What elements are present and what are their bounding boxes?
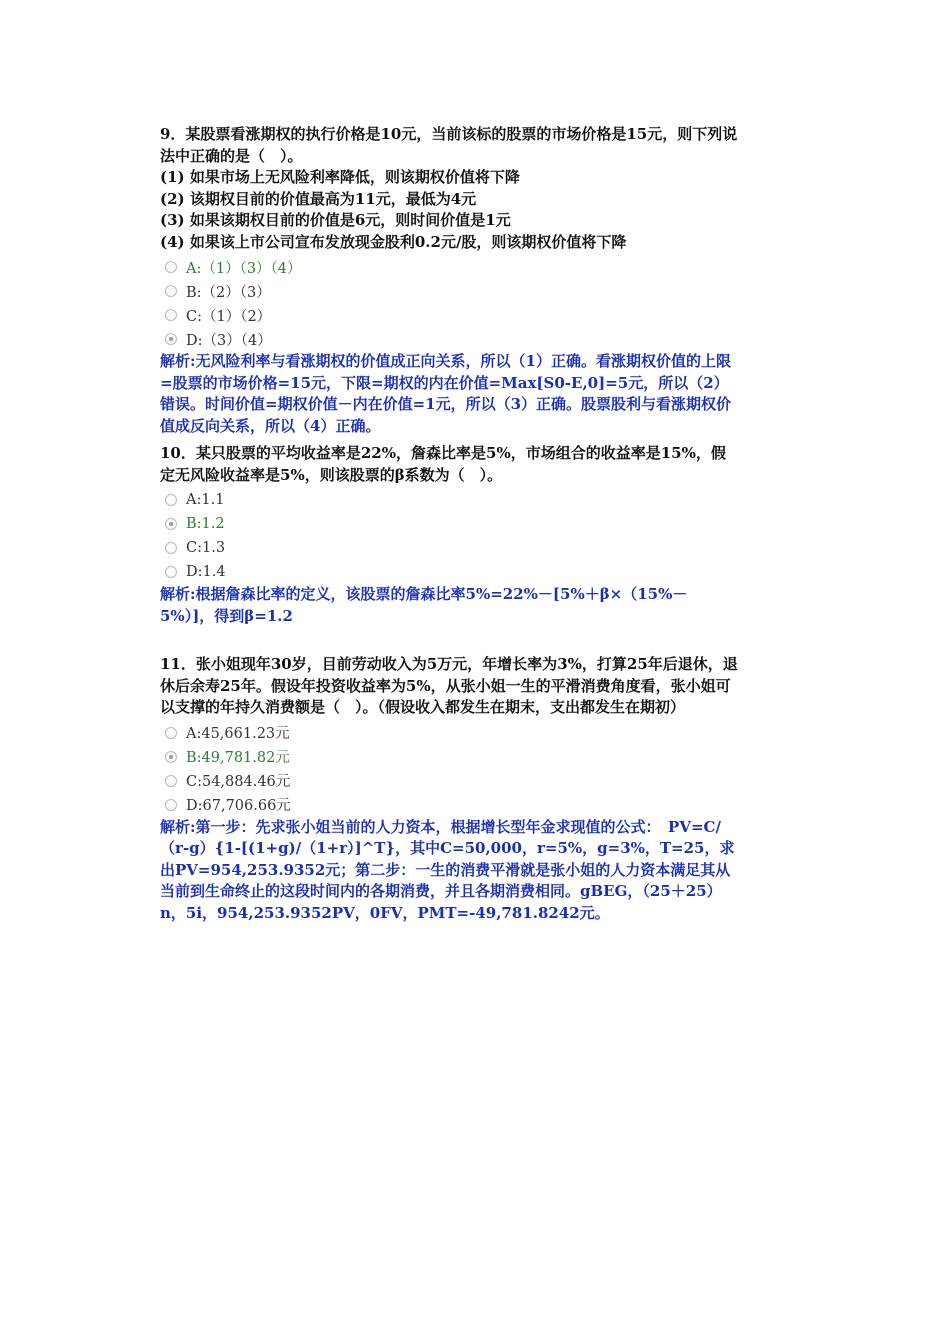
option-a[interactable] xyxy=(160,721,740,745)
option-a[interactable] xyxy=(160,255,740,279)
question-10 xyxy=(160,443,740,627)
radio-button[interactable] xyxy=(165,775,177,787)
option-list xyxy=(160,488,740,584)
radio-button[interactable] xyxy=(165,261,177,273)
option-label: C:1.3 xyxy=(186,540,226,556)
radio-button[interactable] xyxy=(165,751,177,763)
statement-3: (3) 如果该期权目前的价值是6元，则时间价值是1元 xyxy=(160,211,511,229)
question-text: 10．某只股票的平均收益率是22%，詹森比率是5%，市场组合的收益率是15%，假定无风险收益率是5%，则该股票的β系数为（ ）。 xyxy=(160,444,726,484)
question-9 xyxy=(160,124,740,437)
statement-2: (2) 该期权目前的价值最高为11元，最低为4元 xyxy=(160,189,477,208)
radio-button[interactable] xyxy=(165,333,177,345)
option-b[interactable] xyxy=(160,745,740,769)
statement-1: (1) 如果市场上无风险利率降低，则该期权价值将下降 xyxy=(160,168,520,186)
analysis-text: 解析:无风险利率与看涨期权的价值成正向关系，所以（1）正确。看涨期权价值的上限=股票的市场价格=15元，下限=期权的内在价值=Max[S0-E,0]=5元，所以（2）错误。时间价值=期权价值－内在价值=1元，所以（3）正确。股票股利与看涨期权价值成反向关系，所以（4）正确。 xyxy=(160,352,732,435)
option-d[interactable] xyxy=(160,560,740,584)
question-text: 9．某股票看涨期权的执行价格是10元，当前该标的股票的市场价格是15元，则下列说法中正确的是（ ）。 xyxy=(160,125,738,165)
option-label: C:54,884.46元 xyxy=(186,774,291,790)
radio-button[interactable] xyxy=(165,285,177,297)
radio-button[interactable] xyxy=(165,542,177,554)
option-c[interactable] xyxy=(160,536,740,560)
question-text: 11．张小姐现年30岁，目前劳动收入为5万元，年增长率为3%，打算25年后退休，退休后余寿25年。假设年投资收益率为5%，从张小姐一生的平滑消费角度看，张小姐可以支撑的年持久消费额是（ ）。（假设收入都发生在期末，支出都发生在期初） xyxy=(160,655,738,716)
option-list xyxy=(160,255,740,351)
option-label: D:（3）（4） xyxy=(186,332,272,349)
option-label: B:（2）（3） xyxy=(186,284,271,301)
option-c[interactable] xyxy=(160,303,740,327)
option-label: A:（1）（3）（4） xyxy=(186,260,302,277)
radio-button[interactable] xyxy=(165,309,177,321)
analysis-text: 解析:根据詹森比率的定义，该股票的詹森比率5%=22%－[5%＋β×（15%－5%）]，得到β=1.2 xyxy=(160,585,688,625)
option-b[interactable] xyxy=(160,279,740,303)
option-d[interactable] xyxy=(160,327,740,351)
option-label: C:（1）（2） xyxy=(186,308,272,325)
statement-4: (4) 如果该上市公司宣布发放现金股利0.2元/股，则该期权价值将下降 xyxy=(160,232,627,251)
option-label: D:67,706.66元 xyxy=(186,798,291,814)
option-label: A:45,661.23元 xyxy=(186,726,290,742)
radio-button[interactable] xyxy=(165,566,177,578)
option-label: D:1.4 xyxy=(186,564,226,580)
option-a[interactable] xyxy=(160,488,740,512)
option-b[interactable] xyxy=(160,512,740,536)
option-c[interactable] xyxy=(160,769,740,793)
option-d[interactable] xyxy=(160,793,740,817)
option-label: B:1.2 xyxy=(186,516,225,532)
question-11 xyxy=(160,654,740,924)
question-list xyxy=(160,124,740,924)
radio-button[interactable] xyxy=(165,727,177,739)
radio-button[interactable] xyxy=(165,518,177,530)
option-label: A:1.1 xyxy=(186,492,225,508)
option-label: B:49,781.82元 xyxy=(186,750,290,766)
analysis-text: 解析:第一步：先求张小姐当前的人力资本，根据增长型年金求现值的公式： PV=C/（r-g）{1-[(1+g)/（1+r）]^T}，其中C=50,000，r=5%，g=3%，T=25，求出PV=954,253.9352元；第二步：一生的消费平滑就是张小姐的人力资本满足其从当前到生命终止的这段时间内的各期消费，并且各期消费相同。gBEG，（25＋25）n，5i，954,253.9352PV，0FV，PMT=-49,781.8242元。 xyxy=(160,817,735,922)
radio-button[interactable] xyxy=(165,494,177,506)
radio-button[interactable] xyxy=(165,799,177,811)
option-list xyxy=(160,721,740,817)
